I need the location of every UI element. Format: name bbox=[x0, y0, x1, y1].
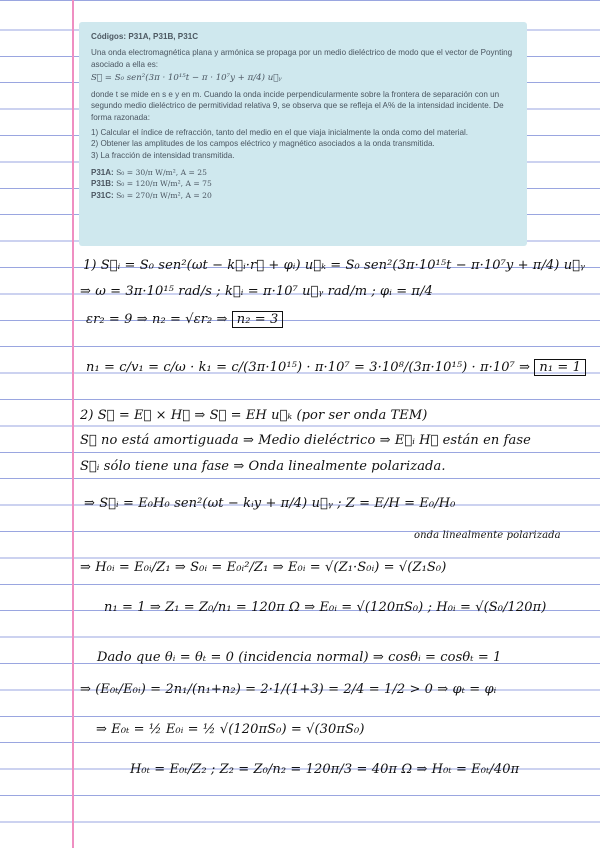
problem-codes: Códigos: P31A, P31B, P31C bbox=[91, 32, 199, 41]
variant-label: P31C: bbox=[91, 190, 114, 200]
handwritten-line-5: 2) S⃗ = E⃗ × H⃗ ⇒ S⃗ = EH u⃗ₖ (por ser onda TEM) bbox=[80, 408, 428, 423]
handwritten-line-3 bbox=[86, 312, 283, 327]
n1-result-box: n₁ = 1 bbox=[534, 359, 586, 376]
question-2: 2) Obtener las amplitudes de los campos eléctrico y magnético asociados a la onda transmitida. bbox=[91, 139, 435, 149]
handwritten-line-8: ⇒ S⃗ᵢ = E₀H₀ sen²(ωt − kᵢy + π/4) u⃗ᵧ ; Z = E/H = E₀/H₀ bbox=[84, 496, 456, 511]
handwritten-line-14: ⇒ E₀ₜ = ½ E₀ᵢ = ½ √(120πS₀) = √(30πS₀) bbox=[96, 722, 365, 737]
handwritten-line-4 bbox=[86, 360, 586, 375]
variant-value: S₀ = 30/π W/m², A = 25 bbox=[116, 167, 207, 177]
handwritten-line-13: ⇒ (E₀ₜ/E₀ᵢ) = 2n₁/(n₁+n₂) = 2·1/(1+3) = 2/4 = 1/2 > 0 ⇒ φₜ = φᵢ bbox=[80, 682, 497, 697]
variant-p31a bbox=[91, 167, 517, 178]
variant-p31b bbox=[91, 178, 517, 189]
handwritten-line-1: 1) S⃗ᵢ = S₀ sen²(ωt − k⃗ᵢ·r⃗ + φᵢ) u⃗ₖ = S₀ sen²(3π·10¹⁵t − π·10⁷y + π/4) u⃗ᵧ bbox=[83, 258, 585, 273]
handwritten-line-6: S⃗ no está amortiguada ⇒ Medio dieléctrico ⇒ E⃗ᵢ H⃗ están en fase bbox=[80, 433, 531, 448]
variant-value: S₀ = 270/π W/m², A = 20 bbox=[116, 190, 212, 200]
question-1: 1) Calcular el índice de refracción, tanto del medio en el que viaja inicialmente la onda como del material. bbox=[91, 128, 469, 138]
handwritten-line-2: ⇒ ω = 3π·10¹⁵ rad/s ; k⃗ᵢ = π·10⁷ u⃗ᵧ rad/m ; φᵢ = π/4 bbox=[80, 284, 433, 299]
variant-list bbox=[91, 167, 517, 201]
handwritten-note: onda linealmente polarizada bbox=[414, 530, 561, 541]
problem-statement-box bbox=[79, 22, 527, 246]
notebook-margin-line bbox=[72, 0, 74, 848]
problem-intro: Una onda electromagnética plana y armónica se propaga por un medio dieléctrico de modo que el vector de Poynting asociado a ella es: bbox=[91, 48, 513, 69]
variant-p31c bbox=[91, 190, 517, 201]
variant-label: P31B: bbox=[91, 179, 114, 189]
question-3: 3) La fracción de intensidad transmitida. bbox=[91, 150, 235, 160]
handwritten-line-7: S⃗ᵢ sólo tiene una fase ⇒ Onda linealmente polarizada. bbox=[80, 459, 446, 474]
variant-label: P31A: bbox=[91, 167, 114, 177]
handwritten-line-11: n₁ = 1 ⇒ Z₁ = Z₀/n₁ = 120π Ω ⇒ E₀ᵢ = √(120πS₀) ; H₀ᵢ = √(S₀/120π) bbox=[104, 600, 547, 615]
handwritten-line-12: Dado que θᵢ = θₜ = 0 (incidencia normal) ⇒ cosθᵢ = cosθₜ = 1 bbox=[97, 650, 502, 665]
n2-derivation: εr₂ = 9 ⇒ n₂ = √εr₂ ⇒ bbox=[86, 312, 228, 327]
n2-result-box: n₂ = 3 bbox=[232, 311, 284, 328]
n1-derivation: n₁ = c/v₁ = c/ω · k₁ = c/(3π·10¹⁵) · π·10⁷ = 3·10⁸/(3π·10¹⁵) · π·10⁷ ⇒ bbox=[86, 360, 531, 375]
poynting-formula: S⃗ = S₀ sen²(3π · 10¹⁵t − π · 10⁷y + π/4) u⃗ᵧ bbox=[91, 72, 282, 83]
variant-value: S₀ = 120/π W/m², A = 75 bbox=[116, 179, 212, 189]
problem-description: donde t se mide en s e y en m. Cuando la onda incide perpendicularmente sobre la frontera de separación con un segundo medio dieléctrico de permitividad relativa 9, se observa que se refleja el A% de la intensidad incidente. De forma razonada: bbox=[91, 90, 504, 122]
handwritten-line-15: H₀ₜ = E₀ₜ/Z₂ ; Z₂ = Z₀/n₂ = 120π/3 = 40π Ω ⇒ H₀ₜ = E₀ₜ/40π bbox=[130, 762, 520, 777]
handwritten-line-10: ⇒ H₀ᵢ = E₀ᵢ/Z₁ ⇒ S₀ᵢ = E₀ᵢ²/Z₁ ⇒ E₀ᵢ = √(Z₁·S₀ᵢ) = √(Z₁S₀) bbox=[80, 560, 447, 575]
